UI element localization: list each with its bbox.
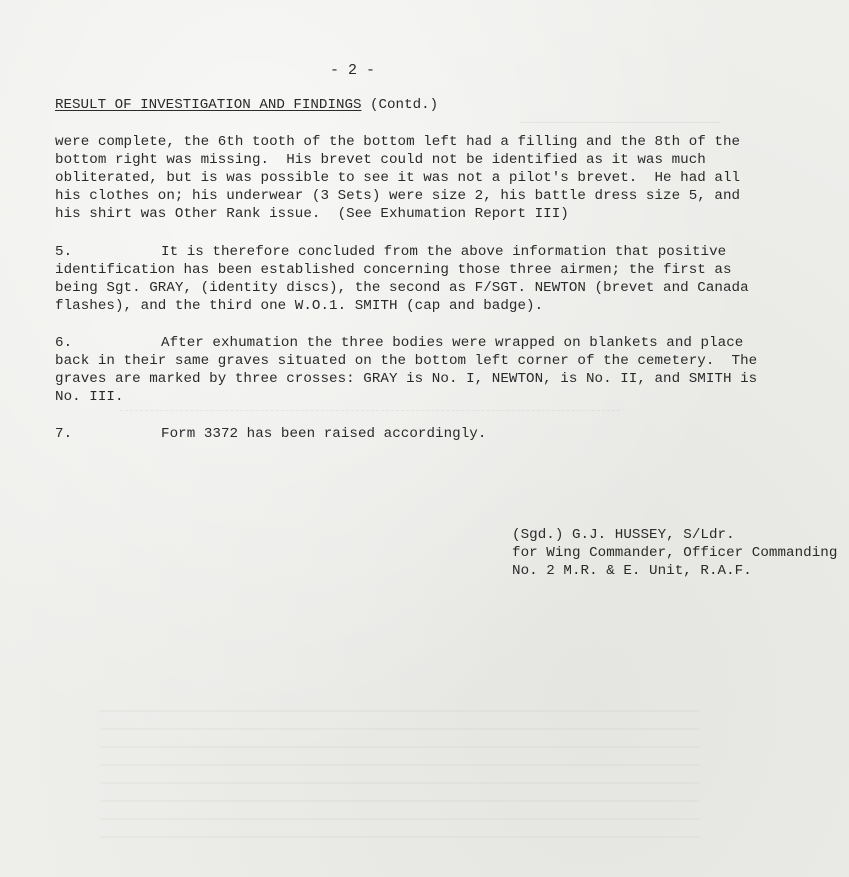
bleed-through-texture	[520, 110, 720, 123]
signature-line-name: (Sgd.) G.J. HUSSEY, S/Ldr.	[512, 527, 735, 543]
paragraph-line: obliterated, but is was possible to see it was not a pilot's brevet. He had all	[55, 170, 741, 186]
signature-line-unit: No. 2 M.R. & E. Unit, R.A.F.	[512, 563, 752, 579]
paragraph-line: After exhumation the three bodies were wrapped on blankets and place	[161, 335, 744, 351]
page-number: - 2 -	[330, 62, 376, 79]
section-heading	[55, 97, 438, 113]
paragraph-line: Form 3372 has been raised accordingly.	[161, 426, 487, 442]
paragraph-line: graves are marked by three crosses: GRAY is No. I, NEWTON, is No. II, and SMITH is	[55, 371, 758, 387]
bleed-through-texture	[120, 400, 620, 411]
paragraph-line: It is therefore concluded from the above information that positive	[161, 244, 727, 260]
paragraph-line: flashes), and the third one W.O.1. SMITH (cap and badge).	[55, 298, 544, 314]
paragraph-line: being Sgt. GRAY, (identity discs), the second as F/SGT. NEWTON (brevet and Canada	[55, 280, 749, 296]
section-heading-title: RESULT OF INVESTIGATION AND FINDINGS	[55, 97, 362, 113]
paragraph-line: back in their same graves situated on the bottom left corner of the cemetery. The	[55, 353, 758, 369]
section-heading-suffix: (Contd.)	[361, 97, 439, 113]
bleed-through-texture	[100, 710, 700, 850]
paragraph-number: 5.	[55, 244, 73, 260]
signature-line-role: for Wing Commander, Officer Commanding	[512, 545, 838, 561]
signature-block	[512, 526, 837, 580]
paragraph-line: identification has been established concerning those three airmen; the first as	[55, 262, 732, 278]
paragraph-line: his clothes on; his underwear (3 Sets) were size 2, his battle dress size 5, and	[55, 188, 741, 204]
paragraph-number: 7.	[55, 426, 73, 442]
paragraph-line: No. III.	[55, 389, 124, 405]
paragraph-line: were complete, the 6th tooth of the bottom left had a filling and the 8th of the	[55, 134, 741, 150]
paragraph-number: 6.	[55, 335, 73, 351]
paragraph-line: his shirt was Other Rank issue. (See Exhumation Report III)	[55, 206, 569, 222]
paragraph-line: bottom right was missing. His brevet could not be identified as it was much	[55, 152, 706, 168]
